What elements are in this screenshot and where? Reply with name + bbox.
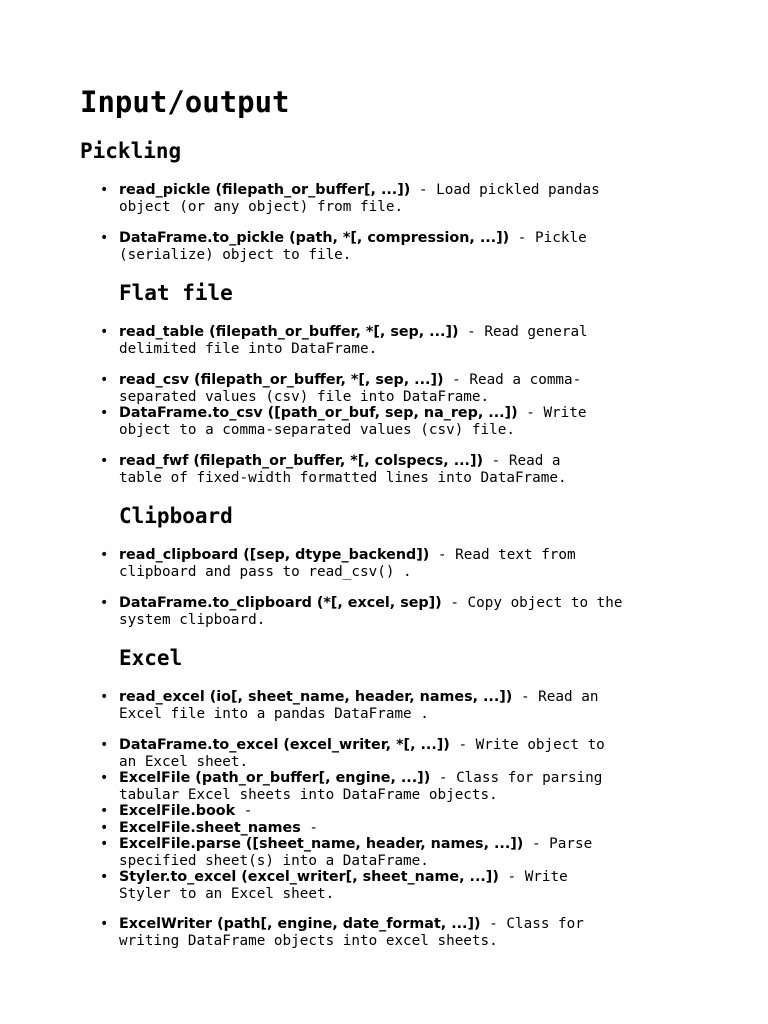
api-desc-cont: system clipboard. [119,611,266,628]
list-item [100,405,700,438]
api-desc-cont: table of fixed-width formatted lines into DataFrame. [119,469,567,486]
section-heading-excel: Excel [119,646,183,670]
api-name: Styler.to_excel (excel_writer[, sheet_name, ...]) [119,869,499,885]
api-desc-cont: object to a comma-separated values (csv) file. [119,421,515,438]
api-desc-cont: delimited file into DataFrame. [119,340,378,357]
list-item [100,770,700,803]
api-name: DataFrame.to_csv ([path_or_buf, sep, na_rep, ...]) [119,405,518,421]
api-name: DataFrame.to_clipboard (*[, excel, sep]) [119,595,442,611]
api-name: ExcelFile.book [119,803,236,819]
api-name: read_pickle (filepath_or_buffer[, ...]) [119,182,411,198]
api-name: DataFrame.to_pickle (path, *[, compression, ...]) [119,230,510,246]
api-desc: - Write [498,869,568,885]
bullet: • [100,820,109,836]
api-name: ExcelFile.parse ([sheet_name, header, names, ...]) [119,836,524,852]
api-desc-cont: separated values (csv) file into DataFrame. [119,388,490,405]
api-desc: - Copy object to the [441,595,623,611]
bullet: • [100,324,109,340]
api-name: ExcelFile.sheet_names [119,820,301,836]
api-desc-cont: writing DataFrame objects into excel sheets. [119,932,498,949]
bullet: • [100,405,109,421]
api-desc: - [235,803,253,819]
api-name: ExcelWriter (path[, engine, date_format, ...]) [119,916,481,932]
section-heading-pickling: Pickling [80,139,182,163]
list-item [100,230,700,263]
list-item [100,737,700,770]
list-item [100,836,700,869]
api-desc: - Read a comma- [443,372,582,388]
api-desc-cont: an Excel sheet. [119,753,249,770]
list-item [100,689,700,722]
list-item [100,869,700,902]
bullet: • [100,836,109,852]
section-heading-flat-file: Flat file [119,281,233,305]
api-name: read_table (filepath_or_buffer, *[, sep, ...]) [119,324,459,340]
api-desc: - Class for parsing [430,770,603,786]
bullet: • [100,869,109,885]
bullet: • [100,770,109,786]
list-item [100,453,700,486]
page-title: Input/output [80,85,290,119]
section-heading-clipboard: Clipboard [119,504,233,528]
api-desc-cont: clipboard and pass to read_csv() . [119,563,412,580]
api-desc: - Read text from [429,547,576,563]
bullet: • [100,547,109,563]
list-item [100,182,700,215]
api-desc: - [300,820,318,836]
bullet: • [100,689,109,705]
api-name: read_clipboard ([sep, dtype_backend]) [119,547,430,563]
api-desc: - Read an [512,689,599,705]
api-desc-cont: specified sheet(s) into a DataFrame. [119,852,429,869]
api-desc: - Load pickled pandas [410,182,600,198]
api-name: read_excel (io[, sheet_name, header, names, ...]) [119,689,513,705]
api-desc: - Read general [458,324,588,340]
bullet: • [100,453,109,469]
bullet: • [100,737,109,753]
bullet: • [100,803,109,819]
list-item [100,820,700,837]
api-desc: - Class for [480,916,584,932]
api-desc: - Write [517,405,587,421]
api-desc-cont: Excel file into a pandas DataFrame . [119,705,429,722]
api-desc: - Read a [483,453,561,469]
api-desc-cont: object (or any object) from file. [119,198,404,215]
api-name: ExcelFile (path_or_buffer[, engine, ...]) [119,770,431,786]
list-item [100,324,700,357]
api-desc-cont: tabular Excel sheets into DataFrame objects. [119,786,498,803]
bullet: • [100,595,109,611]
bullet: • [100,372,109,388]
api-name: DataFrame.to_excel (excel_writer, *[, ...]) [119,737,450,753]
api-name: read_csv (filepath_or_buffer, *[, sep, ...]) [119,372,444,388]
bullet: • [100,916,109,932]
api-desc: - Parse [523,836,593,852]
api-desc-cont: (serialize) object to file. [119,246,352,263]
bullet: • [100,230,109,246]
api-name: read_fwf (filepath_or_buffer, *[, colspecs, ...]) [119,453,484,469]
list-item [100,372,700,405]
list-item [100,547,700,580]
api-desc-cont: Styler to an Excel sheet. [119,885,335,902]
list-item [100,803,700,820]
bullet: • [100,182,109,198]
api-desc: - Write object to [449,737,605,753]
list-item [100,595,700,628]
api-desc: - Pickle [509,230,587,246]
list-item [100,916,700,949]
